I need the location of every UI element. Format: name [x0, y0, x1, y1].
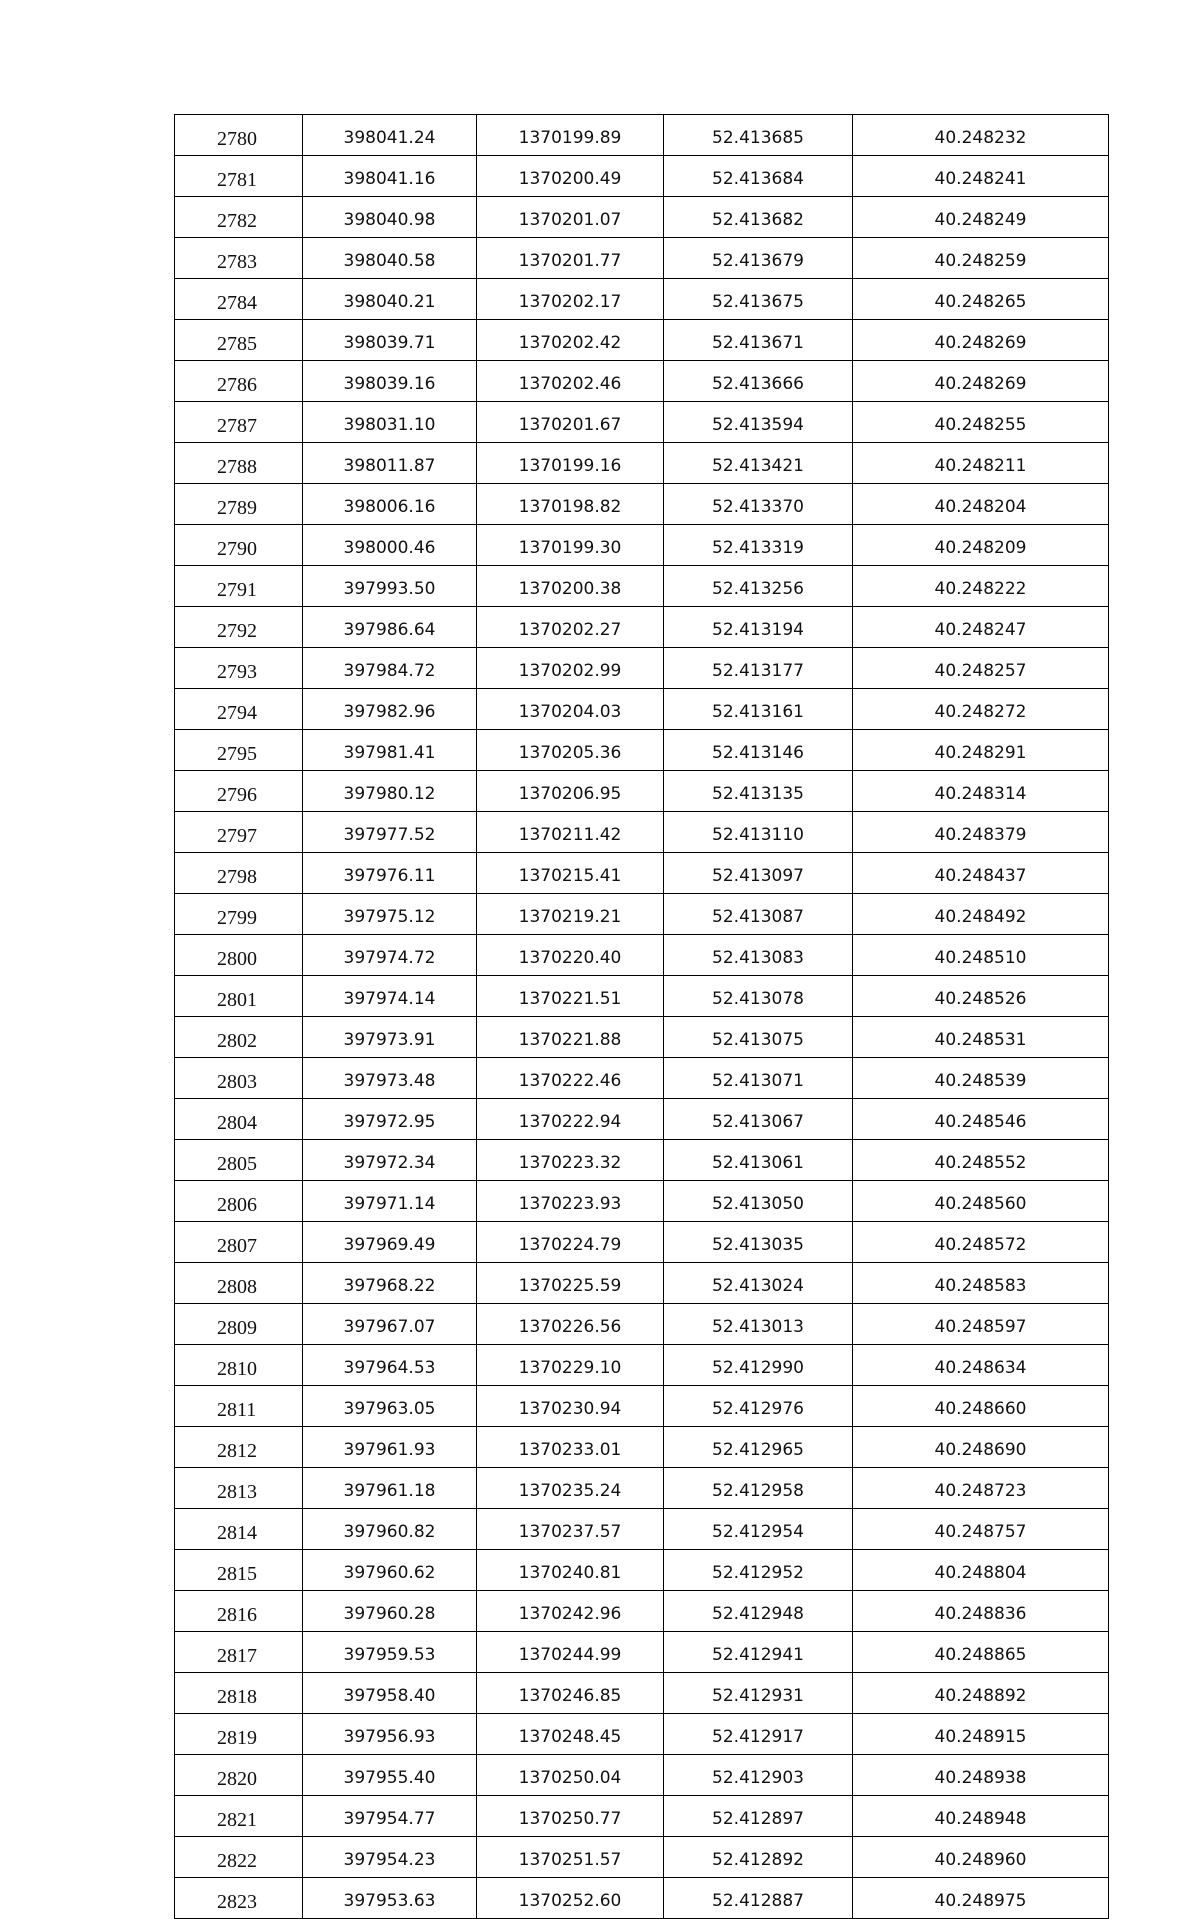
point-number-cell: 2799 — [175, 894, 303, 935]
table-row — [175, 1099, 1109, 1140]
y-coordinate-cell: 1370223.93 — [477, 1181, 664, 1222]
y-coordinate-cell: 1370221.88 — [477, 1017, 664, 1058]
x-coordinate-cell: 398040.98 — [303, 197, 477, 238]
latitude-cell: 52.413146 — [664, 730, 853, 771]
coordinates-table-body — [175, 115, 1109, 1919]
table-row — [175, 1796, 1109, 1837]
table-row — [175, 607, 1109, 648]
x-coordinate-cell: 398040.21 — [303, 279, 477, 320]
x-coordinate-cell: 397961.93 — [303, 1427, 477, 1468]
x-coordinate-cell: 398040.58 — [303, 238, 477, 279]
latitude-cell: 52.413679 — [664, 238, 853, 279]
table-row — [175, 1304, 1109, 1345]
y-coordinate-cell: 1370233.01 — [477, 1427, 664, 1468]
y-coordinate-cell: 1370204.03 — [477, 689, 664, 730]
longitude-cell: 40.248583 — [853, 1263, 1109, 1304]
point-number-cell: 2780 — [175, 115, 303, 156]
table-row — [175, 1181, 1109, 1222]
table-row — [175, 1509, 1109, 1550]
longitude-cell: 40.248757 — [853, 1509, 1109, 1550]
y-coordinate-cell: 1370235.24 — [477, 1468, 664, 1509]
y-coordinate-cell: 1370224.79 — [477, 1222, 664, 1263]
y-coordinate-cell: 1370248.45 — [477, 1714, 664, 1755]
latitude-cell: 52.412897 — [664, 1796, 853, 1837]
point-number-cell: 2792 — [175, 607, 303, 648]
latitude-cell: 52.412990 — [664, 1345, 853, 1386]
table-row — [175, 853, 1109, 894]
y-coordinate-cell: 1370222.46 — [477, 1058, 664, 1099]
table-row — [175, 1263, 1109, 1304]
latitude-cell: 52.412954 — [664, 1509, 853, 1550]
longitude-cell: 40.248660 — [853, 1386, 1109, 1427]
point-number-cell: 2823 — [175, 1878, 303, 1919]
x-coordinate-cell: 398011.87 — [303, 443, 477, 484]
longitude-cell: 40.248634 — [853, 1345, 1109, 1386]
latitude-cell: 52.413675 — [664, 279, 853, 320]
x-coordinate-cell: 397960.82 — [303, 1509, 477, 1550]
longitude-cell: 40.248222 — [853, 566, 1109, 607]
x-coordinate-cell: 397972.95 — [303, 1099, 477, 1140]
longitude-cell: 40.248265 — [853, 279, 1109, 320]
y-coordinate-cell: 1370252.60 — [477, 1878, 664, 1919]
y-coordinate-cell: 1370199.30 — [477, 525, 664, 566]
longitude-cell: 40.248526 — [853, 976, 1109, 1017]
latitude-cell: 52.412965 — [664, 1427, 853, 1468]
point-number-cell: 2801 — [175, 976, 303, 1017]
table-row — [175, 894, 1109, 935]
x-coordinate-cell: 397963.05 — [303, 1386, 477, 1427]
y-coordinate-cell: 1370237.57 — [477, 1509, 664, 1550]
longitude-cell: 40.248892 — [853, 1673, 1109, 1714]
point-number-cell: 2812 — [175, 1427, 303, 1468]
coordinates-table — [174, 114, 1109, 1919]
x-coordinate-cell: 398039.71 — [303, 320, 477, 361]
longitude-cell: 40.248723 — [853, 1468, 1109, 1509]
table-row — [175, 320, 1109, 361]
longitude-cell: 40.248255 — [853, 402, 1109, 443]
table-row — [175, 1140, 1109, 1181]
y-coordinate-cell: 1370219.21 — [477, 894, 664, 935]
y-coordinate-cell: 1370202.99 — [477, 648, 664, 689]
latitude-cell: 52.413370 — [664, 484, 853, 525]
y-coordinate-cell: 1370202.42 — [477, 320, 664, 361]
point-number-cell: 2817 — [175, 1632, 303, 1673]
latitude-cell: 52.412917 — [664, 1714, 853, 1755]
table-row — [175, 648, 1109, 689]
y-coordinate-cell: 1370215.41 — [477, 853, 664, 894]
x-coordinate-cell: 398041.24 — [303, 115, 477, 156]
latitude-cell: 52.413078 — [664, 976, 853, 1017]
x-coordinate-cell: 397964.53 — [303, 1345, 477, 1386]
longitude-cell: 40.248241 — [853, 156, 1109, 197]
latitude-cell: 52.413071 — [664, 1058, 853, 1099]
y-coordinate-cell: 1370242.96 — [477, 1591, 664, 1632]
point-number-cell: 2810 — [175, 1345, 303, 1386]
table-row — [175, 689, 1109, 730]
point-number-cell: 2789 — [175, 484, 303, 525]
longitude-cell: 40.248804 — [853, 1550, 1109, 1591]
y-coordinate-cell: 1370200.38 — [477, 566, 664, 607]
latitude-cell: 52.413684 — [664, 156, 853, 197]
latitude-cell: 52.413075 — [664, 1017, 853, 1058]
y-coordinate-cell: 1370223.32 — [477, 1140, 664, 1181]
x-coordinate-cell: 397954.77 — [303, 1796, 477, 1837]
latitude-cell: 52.413319 — [664, 525, 853, 566]
x-coordinate-cell: 397973.48 — [303, 1058, 477, 1099]
longitude-cell: 40.248948 — [853, 1796, 1109, 1837]
x-coordinate-cell: 397953.63 — [303, 1878, 477, 1919]
longitude-cell: 40.248597 — [853, 1304, 1109, 1345]
x-coordinate-cell: 397971.14 — [303, 1181, 477, 1222]
table-row — [175, 156, 1109, 197]
point-number-cell: 2788 — [175, 443, 303, 484]
longitude-cell: 40.248272 — [853, 689, 1109, 730]
latitude-cell: 52.413083 — [664, 935, 853, 976]
latitude-cell: 52.413035 — [664, 1222, 853, 1263]
table-row — [175, 1386, 1109, 1427]
y-coordinate-cell: 1370250.04 — [477, 1755, 664, 1796]
x-coordinate-cell: 397960.62 — [303, 1550, 477, 1591]
point-number-cell: 2795 — [175, 730, 303, 771]
latitude-cell: 52.413110 — [664, 812, 853, 853]
table-row — [175, 771, 1109, 812]
latitude-cell: 52.413050 — [664, 1181, 853, 1222]
longitude-cell: 40.248960 — [853, 1837, 1109, 1878]
table-row — [175, 1714, 1109, 1755]
table-row — [175, 1468, 1109, 1509]
latitude-cell: 52.413177 — [664, 648, 853, 689]
longitude-cell: 40.248552 — [853, 1140, 1109, 1181]
table-row — [175, 1632, 1109, 1673]
latitude-cell: 52.412931 — [664, 1673, 853, 1714]
point-number-cell: 2815 — [175, 1550, 303, 1591]
point-number-cell: 2786 — [175, 361, 303, 402]
longitude-cell: 40.248249 — [853, 197, 1109, 238]
x-coordinate-cell: 397969.49 — [303, 1222, 477, 1263]
y-coordinate-cell: 1370220.40 — [477, 935, 664, 976]
x-coordinate-cell: 397986.64 — [303, 607, 477, 648]
point-number-cell: 2806 — [175, 1181, 303, 1222]
latitude-cell: 52.413671 — [664, 320, 853, 361]
table-row — [175, 402, 1109, 443]
longitude-cell: 40.248314 — [853, 771, 1109, 812]
point-number-cell: 2787 — [175, 402, 303, 443]
point-number-cell: 2784 — [175, 279, 303, 320]
point-number-cell: 2800 — [175, 935, 303, 976]
longitude-cell: 40.248247 — [853, 607, 1109, 648]
longitude-cell: 40.248539 — [853, 1058, 1109, 1099]
table-row — [175, 484, 1109, 525]
table-row — [175, 976, 1109, 1017]
table-row — [175, 1222, 1109, 1263]
table-row — [175, 115, 1109, 156]
y-coordinate-cell: 1370251.57 — [477, 1837, 664, 1878]
y-coordinate-cell: 1370221.51 — [477, 976, 664, 1017]
longitude-cell: 40.248379 — [853, 812, 1109, 853]
latitude-cell: 52.412892 — [664, 1837, 853, 1878]
latitude-cell: 52.413087 — [664, 894, 853, 935]
latitude-cell: 52.412941 — [664, 1632, 853, 1673]
longitude-cell: 40.248510 — [853, 935, 1109, 976]
latitude-cell: 52.413194 — [664, 607, 853, 648]
point-number-cell: 2798 — [175, 853, 303, 894]
y-coordinate-cell: 1370206.95 — [477, 771, 664, 812]
table-row — [175, 1345, 1109, 1386]
longitude-cell: 40.248938 — [853, 1755, 1109, 1796]
longitude-cell: 40.248437 — [853, 853, 1109, 894]
longitude-cell: 40.248546 — [853, 1099, 1109, 1140]
x-coordinate-cell: 397973.91 — [303, 1017, 477, 1058]
latitude-cell: 52.413024 — [664, 1263, 853, 1304]
table-row — [175, 1427, 1109, 1468]
longitude-cell: 40.248211 — [853, 443, 1109, 484]
x-coordinate-cell: 397956.93 — [303, 1714, 477, 1755]
y-coordinate-cell: 1370198.82 — [477, 484, 664, 525]
point-number-cell: 2811 — [175, 1386, 303, 1427]
x-coordinate-cell: 397993.50 — [303, 566, 477, 607]
table-row — [175, 197, 1109, 238]
y-coordinate-cell: 1370229.10 — [477, 1345, 664, 1386]
latitude-cell: 52.413685 — [664, 115, 853, 156]
x-coordinate-cell: 398000.46 — [303, 525, 477, 566]
point-number-cell: 2796 — [175, 771, 303, 812]
x-coordinate-cell: 397977.52 — [303, 812, 477, 853]
x-coordinate-cell: 397967.07 — [303, 1304, 477, 1345]
table-row — [175, 443, 1109, 484]
x-coordinate-cell: 397974.72 — [303, 935, 477, 976]
x-coordinate-cell: 398031.10 — [303, 402, 477, 443]
x-coordinate-cell: 397972.34 — [303, 1140, 477, 1181]
latitude-cell: 52.413067 — [664, 1099, 853, 1140]
longitude-cell: 40.248836 — [853, 1591, 1109, 1632]
longitude-cell: 40.248572 — [853, 1222, 1109, 1263]
point-number-cell: 2814 — [175, 1509, 303, 1550]
latitude-cell: 52.413682 — [664, 197, 853, 238]
x-coordinate-cell: 397954.23 — [303, 1837, 477, 1878]
y-coordinate-cell: 1370244.99 — [477, 1632, 664, 1673]
table-row — [175, 279, 1109, 320]
latitude-cell: 52.412976 — [664, 1386, 853, 1427]
table-row — [175, 730, 1109, 771]
y-coordinate-cell: 1370226.56 — [477, 1304, 664, 1345]
y-coordinate-cell: 1370205.36 — [477, 730, 664, 771]
point-number-cell: 2793 — [175, 648, 303, 689]
table-row — [175, 812, 1109, 853]
point-number-cell: 2804 — [175, 1099, 303, 1140]
x-coordinate-cell: 397974.14 — [303, 976, 477, 1017]
point-number-cell: 2790 — [175, 525, 303, 566]
x-coordinate-cell: 397975.12 — [303, 894, 477, 935]
table-row — [175, 1550, 1109, 1591]
longitude-cell: 40.248492 — [853, 894, 1109, 935]
latitude-cell: 52.412887 — [664, 1878, 853, 1919]
latitude-cell: 52.412948 — [664, 1591, 853, 1632]
table-row — [175, 935, 1109, 976]
point-number-cell: 2785 — [175, 320, 303, 361]
table-row — [175, 566, 1109, 607]
x-coordinate-cell: 397959.53 — [303, 1632, 477, 1673]
y-coordinate-cell: 1370202.46 — [477, 361, 664, 402]
table-row — [175, 1058, 1109, 1099]
latitude-cell: 52.413061 — [664, 1140, 853, 1181]
latitude-cell: 52.413594 — [664, 402, 853, 443]
longitude-cell: 40.248560 — [853, 1181, 1109, 1222]
x-coordinate-cell: 398041.16 — [303, 156, 477, 197]
longitude-cell: 40.248690 — [853, 1427, 1109, 1468]
latitude-cell: 52.413421 — [664, 443, 853, 484]
table-row — [175, 1673, 1109, 1714]
y-coordinate-cell: 1370200.49 — [477, 156, 664, 197]
point-number-cell: 2805 — [175, 1140, 303, 1181]
x-coordinate-cell: 397982.96 — [303, 689, 477, 730]
latitude-cell: 52.413135 — [664, 771, 853, 812]
point-number-cell: 2803 — [175, 1058, 303, 1099]
table-row — [175, 1755, 1109, 1796]
y-coordinate-cell: 1370250.77 — [477, 1796, 664, 1837]
x-coordinate-cell: 397961.18 — [303, 1468, 477, 1509]
x-coordinate-cell: 397981.41 — [303, 730, 477, 771]
point-number-cell: 2794 — [175, 689, 303, 730]
y-coordinate-cell: 1370202.27 — [477, 607, 664, 648]
x-coordinate-cell: 397968.22 — [303, 1263, 477, 1304]
y-coordinate-cell: 1370201.77 — [477, 238, 664, 279]
point-number-cell: 2797 — [175, 812, 303, 853]
point-number-cell: 2782 — [175, 197, 303, 238]
y-coordinate-cell: 1370202.17 — [477, 279, 664, 320]
x-coordinate-cell: 397980.12 — [303, 771, 477, 812]
longitude-cell: 40.248915 — [853, 1714, 1109, 1755]
point-number-cell: 2809 — [175, 1304, 303, 1345]
latitude-cell: 52.413256 — [664, 566, 853, 607]
table-row — [175, 1017, 1109, 1058]
y-coordinate-cell: 1370201.67 — [477, 402, 664, 443]
point-number-cell: 2813 — [175, 1468, 303, 1509]
longitude-cell: 40.248232 — [853, 115, 1109, 156]
y-coordinate-cell: 1370201.07 — [477, 197, 664, 238]
point-number-cell: 2818 — [175, 1673, 303, 1714]
table-row — [175, 525, 1109, 566]
x-coordinate-cell: 397960.28 — [303, 1591, 477, 1632]
point-number-cell: 2816 — [175, 1591, 303, 1632]
longitude-cell: 40.248209 — [853, 525, 1109, 566]
latitude-cell: 52.413161 — [664, 689, 853, 730]
point-number-cell: 2807 — [175, 1222, 303, 1263]
point-number-cell: 2808 — [175, 1263, 303, 1304]
point-number-cell: 2783 — [175, 238, 303, 279]
longitude-cell: 40.248291 — [853, 730, 1109, 771]
latitude-cell: 52.413013 — [664, 1304, 853, 1345]
y-coordinate-cell: 1370199.89 — [477, 115, 664, 156]
point-number-cell: 2791 — [175, 566, 303, 607]
point-number-cell: 2821 — [175, 1796, 303, 1837]
y-coordinate-cell: 1370240.81 — [477, 1550, 664, 1591]
table-row — [175, 1837, 1109, 1878]
latitude-cell: 52.413097 — [664, 853, 853, 894]
x-coordinate-cell: 398039.16 — [303, 361, 477, 402]
point-number-cell: 2802 — [175, 1017, 303, 1058]
x-coordinate-cell: 397984.72 — [303, 648, 477, 689]
latitude-cell: 52.412952 — [664, 1550, 853, 1591]
x-coordinate-cell: 397958.40 — [303, 1673, 477, 1714]
point-number-cell: 2820 — [175, 1755, 303, 1796]
x-coordinate-cell: 398006.16 — [303, 484, 477, 525]
latitude-cell: 52.413666 — [664, 361, 853, 402]
table-row — [175, 1878, 1109, 1919]
point-number-cell: 2781 — [175, 156, 303, 197]
longitude-cell: 40.248865 — [853, 1632, 1109, 1673]
longitude-cell: 40.248269 — [853, 320, 1109, 361]
longitude-cell: 40.248259 — [853, 238, 1109, 279]
y-coordinate-cell: 1370211.42 — [477, 812, 664, 853]
longitude-cell: 40.248257 — [853, 648, 1109, 689]
longitude-cell: 40.248269 — [853, 361, 1109, 402]
longitude-cell: 40.248531 — [853, 1017, 1109, 1058]
y-coordinate-cell: 1370246.85 — [477, 1673, 664, 1714]
point-number-cell: 2819 — [175, 1714, 303, 1755]
x-coordinate-cell: 397955.40 — [303, 1755, 477, 1796]
y-coordinate-cell: 1370225.59 — [477, 1263, 664, 1304]
x-coordinate-cell: 397976.11 — [303, 853, 477, 894]
longitude-cell: 40.248975 — [853, 1878, 1109, 1919]
y-coordinate-cell: 1370199.16 — [477, 443, 664, 484]
latitude-cell: 52.412958 — [664, 1468, 853, 1509]
table-row — [175, 361, 1109, 402]
y-coordinate-cell: 1370222.94 — [477, 1099, 664, 1140]
table-row — [175, 238, 1109, 279]
latitude-cell: 52.412903 — [664, 1755, 853, 1796]
longitude-cell: 40.248204 — [853, 484, 1109, 525]
point-number-cell: 2822 — [175, 1837, 303, 1878]
table-row — [175, 1591, 1109, 1632]
y-coordinate-cell: 1370230.94 — [477, 1386, 664, 1427]
